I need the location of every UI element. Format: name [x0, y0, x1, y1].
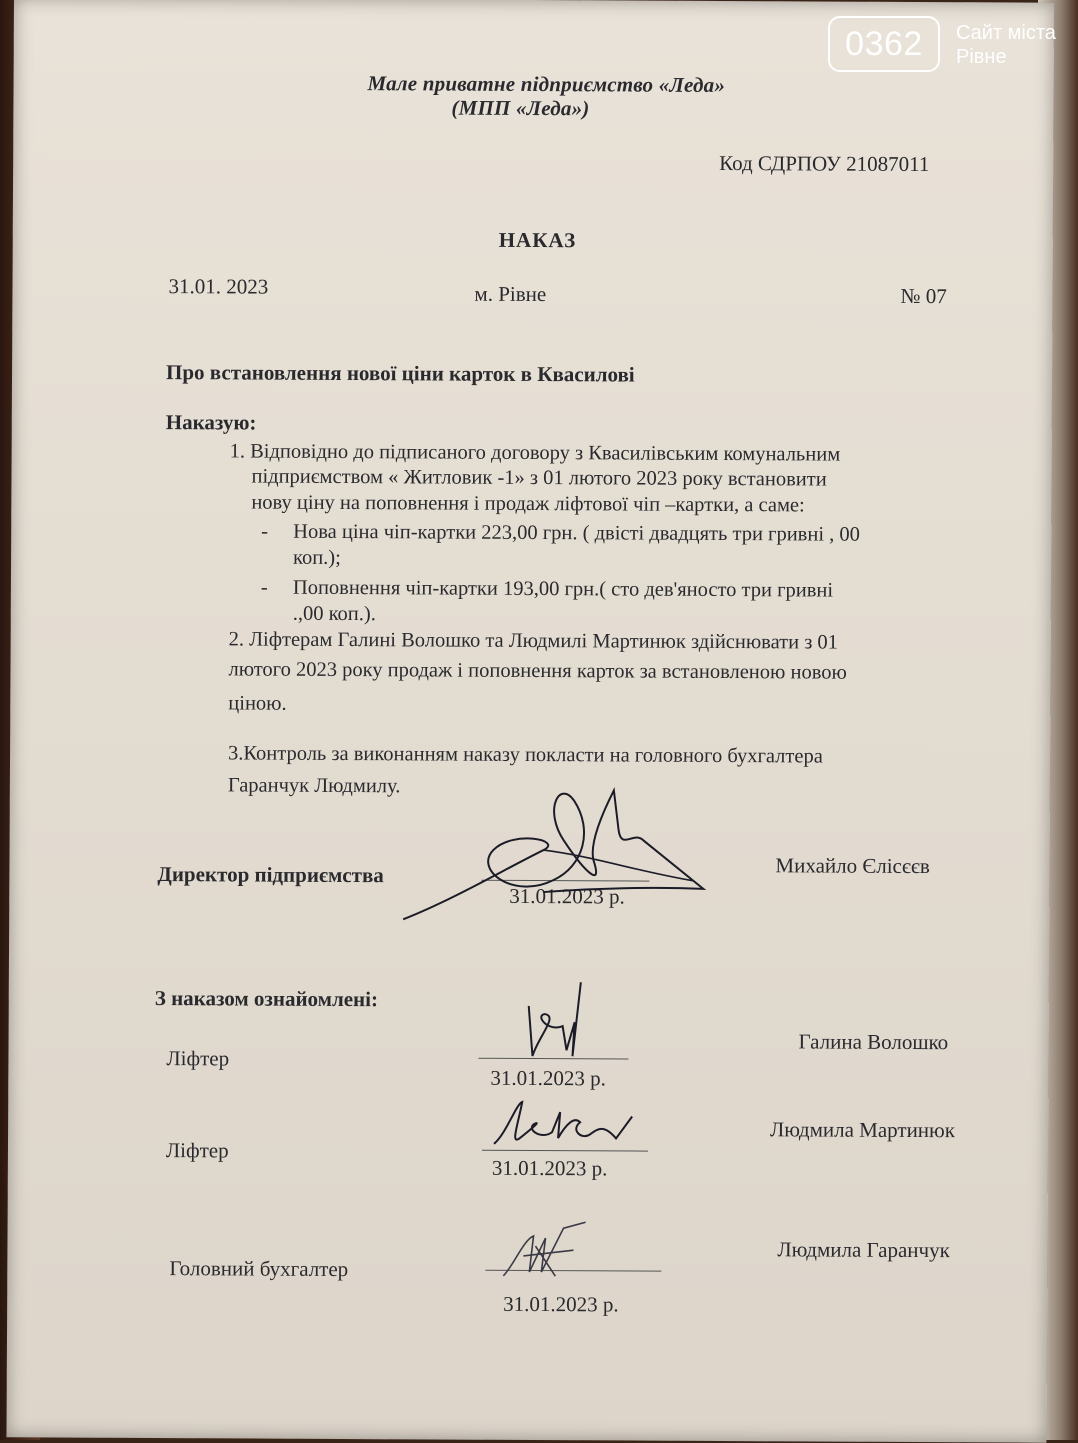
order-heading: Наказую: — [165, 410, 257, 435]
item2-line2: лютого 2023 року продаж і поповнення карток за встановленою новою — [228, 658, 847, 684]
signer3-role: Головний бухгалтер — [169, 1256, 349, 1282]
bullet-mark: - — [260, 576, 268, 599]
signer3-name: Людмила Гаранчук — [777, 1237, 950, 1263]
bullet1-line1: Нова ціна чіп-картки 223,00 грн. ( двісті двадцять три гривні , 00 — [293, 520, 860, 546]
director-signature — [393, 769, 714, 931]
signer2-signature — [486, 1094, 636, 1155]
org-code: Код СДРПОУ 21087011 — [719, 150, 930, 177]
signer3-signature — [493, 1216, 603, 1287]
bullet2-line2: .,00 коп.). — [292, 602, 376, 626]
document-city: м. Рівне — [474, 281, 547, 307]
document-subject: Про встановлення нової ціни карток в Квасилові — [165, 360, 635, 387]
bullet-mark: - — [261, 520, 269, 543]
signer2-name: Людмила Мартинюк — [770, 1117, 956, 1143]
org-name: Мале приватне підприємство «Леда» — [367, 71, 726, 98]
signer3-date: 31.01.2023 р. — [503, 1291, 619, 1317]
bullet1-line2: коп.); — [293, 546, 341, 569]
director-name: Михайло Єлісєєв — [775, 853, 930, 879]
watermark-badge: 0362 — [828, 16, 940, 72]
acquainted-heading: З наказом ознайомлені: — [154, 986, 379, 1012]
director-sign-date: 31.01.2023 р. — [509, 883, 625, 909]
item3-line1: 3.Контроль за виконанням наказу покласти на головного бухгалтера — [227, 742, 823, 768]
director-role: Директор підприємства — [157, 862, 384, 888]
item1-line2: підприємством « Житловик -1» з 01 лютого 2023 року встановити — [251, 465, 827, 491]
signer1-date: 31.01.2023 р. — [490, 1065, 606, 1091]
bullet2-line1: Поповнення чіп-картки 193,00 грн.( сто дев'яносто три гривні — [292, 576, 834, 602]
org-short-name: (МПП «Леда») — [451, 95, 590, 121]
item1-line3: нову ціну на поповнення і продаж ліфтової чіп –картки, а саме: — [251, 491, 805, 517]
signer2-role: Ліфтер — [165, 1138, 229, 1163]
signer1-signature — [508, 976, 608, 1067]
document-sheet — [6, 0, 1054, 1443]
watermark-line1: Сайт міста — [956, 22, 1056, 44]
site-watermark — [828, 16, 1066, 80]
item1-line1: 1. Відповідно до підписаного договору з Квасилівським комунальним — [229, 440, 841, 466]
document-number: № 07 — [900, 283, 947, 309]
item3-line2: Гаранчук Людмилу. — [227, 774, 401, 798]
signer2-date: 31.01.2023 р. — [491, 1155, 608, 1181]
document-date: 31.01. 2023 — [168, 274, 269, 299]
signer1-name: Галина Волошко — [798, 1029, 949, 1055]
item2-line1: 2. Ліфтерам Галині Волошко та Людмилі Мартинюк здійснювати з 01 — [228, 628, 839, 654]
watermark-line2: Рівне — [956, 46, 1007, 68]
item2-line3: ціною. — [228, 692, 287, 715]
document-title: НАКАЗ — [498, 227, 577, 253]
signer1-role: Ліфтер — [166, 1046, 230, 1071]
